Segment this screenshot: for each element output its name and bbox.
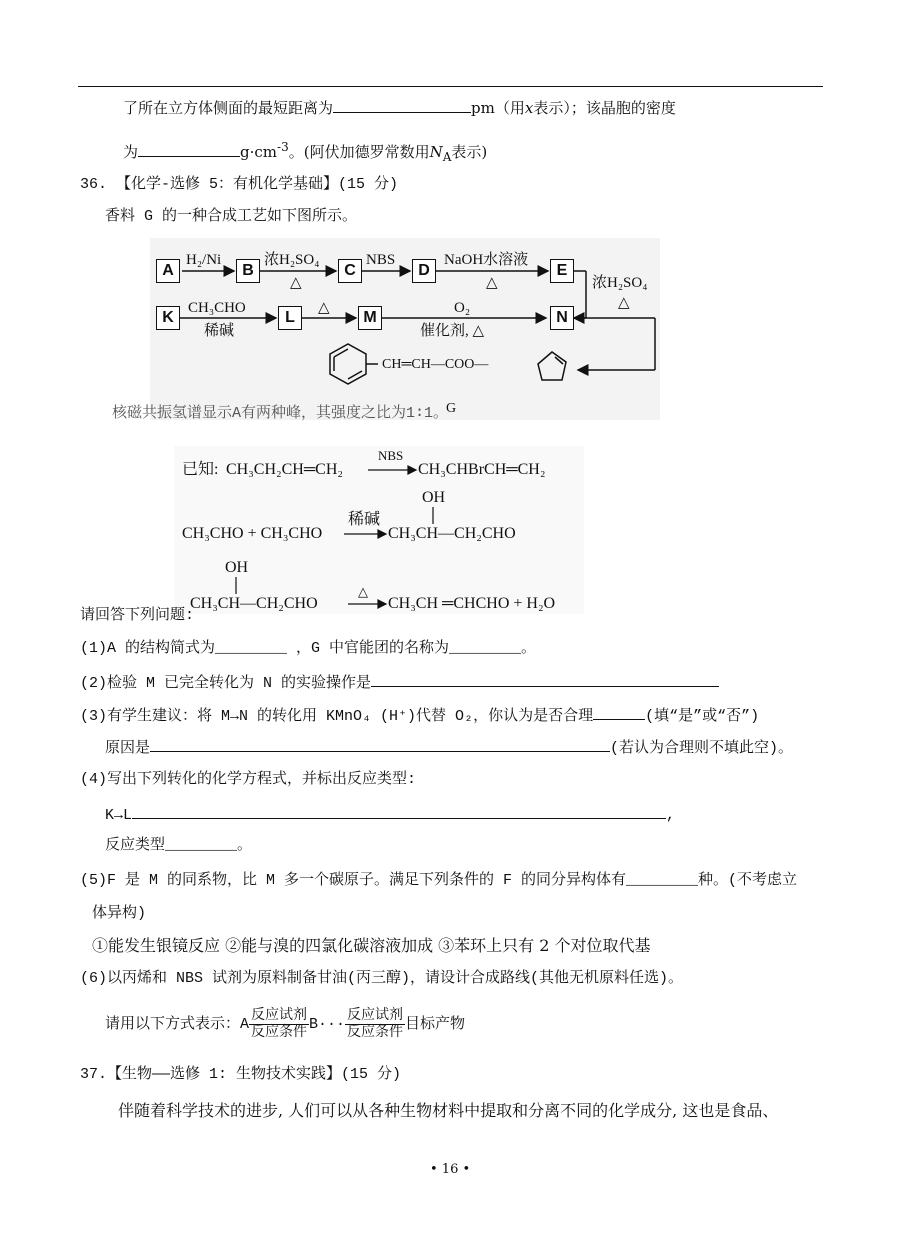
- node-A: A: [156, 259, 180, 283]
- part-2: (2)检验 M 已完全转化为 N 的实验操作是: [80, 672, 719, 694]
- prev-line-2: 为 $g\cdot cm^{-3}$。(阿伏加德罗常数用$N_A$表示): [123, 140, 488, 164]
- answer-blank[interactable]: [333, 98, 471, 113]
- node-N: N: [550, 306, 574, 330]
- node-D: D: [412, 259, 436, 283]
- part-4-kl: K→L ,: [105, 804, 675, 826]
- arrow-en-label: 浓H₂SO₄: [592, 275, 648, 291]
- eq1-left: CH₃CH₂CH═CH₂: [226, 461, 343, 478]
- q36-intro: 香料 G 的一种合成工艺如下图所示。: [105, 208, 358, 225]
- part-4: (4)写出下列转化的化学方程式，并标出反应类型:: [80, 771, 417, 788]
- answer-blank[interactable]: [371, 672, 719, 687]
- arrow-lm-label: △: [318, 300, 330, 316]
- known-label: 已知:: [182, 461, 219, 478]
- arrow-kl-top: CH₃CHO: [188, 300, 246, 316]
- cyclopentene-ring: [538, 352, 566, 380]
- eq3-oh: OH: [225, 559, 249, 576]
- eq2-oh: OH: [422, 489, 446, 506]
- node-M: M: [358, 306, 382, 330]
- node-L: L: [278, 306, 302, 330]
- eq1-reagent: NBS: [378, 448, 404, 463]
- hint-arrow-2: $\frac{\text{反应试剂}}{\text{反应条件}}$: [347, 1007, 404, 1041]
- eq3-left: CH₃CH—CH₂CHO: [190, 595, 318, 612]
- part-5a: (5)F 是 M 的同系物，比 M 多一个碳原子。满足下列条件的 F 的同分异构体有________种。(不考虑立: [80, 872, 798, 889]
- eq2-left: CH₃CHO + CH₃CHO: [182, 525, 323, 542]
- node-K: K: [156, 306, 180, 330]
- benzene-ring: [330, 344, 366, 384]
- answer-blank[interactable]: [132, 804, 666, 819]
- prev-line-1: 了所在立方体侧面的最短距离为 pm（用x表示）；该晶胞的密度: [123, 99, 676, 117]
- arrow-mn-bottom: 催化剂, △: [420, 323, 485, 339]
- answer-blank[interactable]: [593, 705, 645, 720]
- node-E: E: [550, 259, 574, 283]
- ask-line: 请回答下列问题:: [80, 607, 195, 624]
- eq2-reagent: 稀碱: [348, 511, 381, 528]
- part-3a: (3)有学生建议：将 M→N 的转化用 KMnO₄ (H⁺)代替 O₂，你认为是否合理 (填“是”或“否”): [80, 705, 759, 727]
- eq3-right: CH₃CH ═CHCHO + H₂O: [388, 595, 556, 612]
- q37-text: 伴随着科学技术的进步, 人们可以从各种生物材料中提取和分离不同的化学成分, 这也是食品、: [118, 1101, 779, 1120]
- product-formula: CH═CH—COO—: [382, 357, 489, 372]
- part-5-conditions: ①能发生银镜反应 ②能与溴的四氯化碳溶液加成 ③苯环上只有 2 个对位取代基: [92, 936, 651, 955]
- top-rule: [78, 86, 823, 87]
- page-number: • 16 •: [430, 1162, 471, 1177]
- answer-blank[interactable]: [150, 737, 610, 752]
- answer-blank[interactable]: [138, 142, 240, 157]
- part-3b: 原因是 (若认为合理则不填此空)。: [105, 737, 793, 759]
- q37-header: 37.【生物——选修 1: 生物技术实践】(15 分): [80, 1066, 402, 1083]
- arrow-de-label: NaOH水溶液: [444, 252, 529, 268]
- eq2-right: CH₃CH—CH₂CHO: [388, 525, 516, 542]
- part-1: (1)A 的结构简式为________ ，G 中官能团的名称为________。: [80, 640, 537, 657]
- nmr-note: 核磁共振氢谱显示A有两种峰，其强度之比为1∶1。: [112, 405, 449, 422]
- eq3-reagent: △: [358, 584, 368, 599]
- arrow-en-cond: △: [618, 295, 630, 311]
- arrow-bc-label: 浓H₂SO₄: [264, 252, 320, 268]
- part-6: (6)以丙烯和 NBS 试剂为原料制备甘油(丙三醇)，请设计合成路线(其他无机原料任选)。: [80, 970, 684, 987]
- arrow-ab-label: H₂/Ni: [186, 252, 222, 268]
- node-C: C: [338, 259, 362, 283]
- synthesis-diagram: [150, 238, 660, 420]
- node-B: B: [236, 259, 260, 283]
- eq1-right: CH₃CHBrCH═CH₂: [418, 461, 546, 478]
- part-6-hint: 请用以下方式表示：A $\frac{\text{反应试剂}}{\text{反应条件}}$ B··· $\frac{\text{反应试剂}}{\text{反应条件}}$ 目标产物: [105, 1007, 466, 1041]
- arrow-de-cond: △: [486, 275, 498, 291]
- part-5b: 体异构): [92, 905, 147, 922]
- q36-header: 36. 【化学-选修 5：有机化学基础】(15 分): [80, 176, 399, 193]
- hint-arrow-1: $\frac{\text{反应试剂}}{\text{反应条件}}$: [251, 1007, 308, 1041]
- arrow-kl-bottom: 稀碱: [204, 323, 235, 339]
- part-4-type: 反应类型________。: [105, 837, 253, 854]
- arrow-cd-label: NBS: [366, 252, 396, 268]
- arrow-bc-cond: △: [290, 275, 302, 291]
- known-reactions: [174, 446, 584, 614]
- product-label: G: [446, 401, 457, 416]
- arrow-mn-top: O₂: [454, 300, 471, 316]
